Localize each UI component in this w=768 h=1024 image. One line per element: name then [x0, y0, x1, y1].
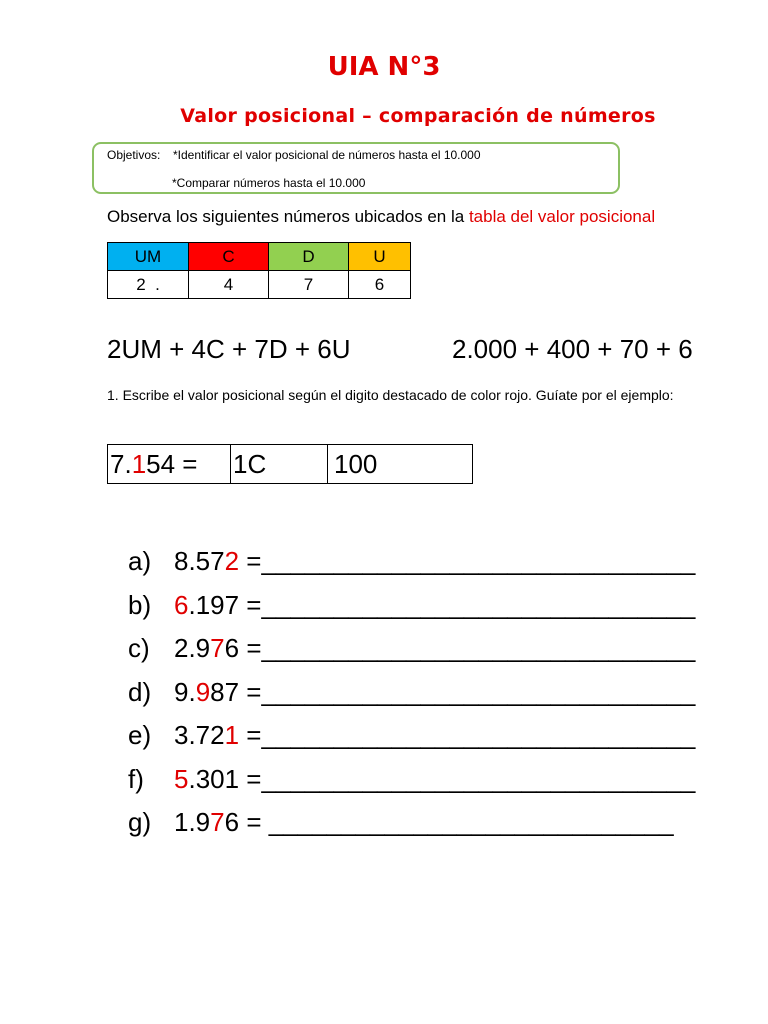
exercise-number-post: .301 [188, 763, 240, 794]
example-post: 54 = [146, 448, 198, 479]
exercise-number-post: 6 [224, 633, 240, 663]
example-value: 100 [328, 445, 473, 484]
exercise-red-digit: 2 [224, 546, 240, 576]
example-red-digit: 1 [131, 448, 147, 479]
exercise-number-post: 87 [210, 676, 240, 707]
header-d: D [269, 243, 349, 271]
example-position: 1C [231, 445, 328, 484]
observe-text: Observa los siguientes números ubicados en la [107, 207, 469, 226]
example-number [108, 445, 231, 484]
exercise-red-digit: 6 [174, 589, 189, 620]
observe-instruction [107, 207, 655, 227]
exercise-label: d) [128, 676, 152, 707]
objective-1 [107, 148, 481, 162]
exercise-row [128, 590, 695, 621]
exercise-answer-line[interactable]: = ____________________________ [239, 807, 674, 837]
objective-2: *Comparar números hasta el 10.000 [172, 176, 366, 190]
objectives-label: Objetivos: [107, 148, 161, 162]
exercise-red-digit: 7 [210, 807, 225, 837]
value-c: 4 [189, 271, 269, 299]
page-title: UIA N°3 [327, 52, 441, 82]
value-d: 7 [269, 271, 349, 299]
exercise-row [128, 720, 695, 751]
place-value-table [107, 242, 411, 299]
exercise-answer-line[interactable]: =______________________________ [239, 763, 696, 794]
example-pre: 7. [110, 448, 132, 479]
exercise-number-pre: 8.57 [174, 546, 225, 576]
exercise-label: a) [128, 546, 152, 576]
exercise-row [128, 546, 695, 577]
exercise-number-pre: 1.9 [174, 807, 211, 837]
observe-highlight: tabla del valor posicional [468, 207, 656, 226]
exercise-answer-line[interactable]: =______________________________ [239, 633, 696, 663]
exercise-label: f) [128, 763, 144, 794]
expansion-units: 2UM + 4C + 7D + 6U [107, 334, 351, 364]
exercise-row [128, 633, 695, 664]
exercise-label: c) [128, 633, 150, 663]
exercise-label: b) [128, 589, 152, 620]
objective-1-text: *Identificar el valor posicional de números hasta el 10.000 [173, 148, 481, 162]
exercise-red-digit: 7 [210, 633, 225, 663]
exercise-number-post: .197 [188, 589, 240, 620]
exercise-answer-line[interactable]: =______________________________ [239, 589, 696, 620]
value-u: 6 [349, 271, 411, 299]
value-um: 2 . [108, 271, 189, 299]
exercise-instruction: 1. Escribe el valor posicional según el digito destacado de color rojo. Guíate por el ejemplo: [107, 387, 674, 403]
exercise-row [128, 677, 695, 708]
header-u: U [349, 243, 411, 271]
exercise-answer-line[interactable]: =______________________________ [239, 676, 696, 707]
exercise-red-digit: 5 [174, 763, 189, 794]
exercise-answer-line[interactable]: =______________________________ [239, 546, 696, 576]
exercise-number-pre: 2.9 [174, 633, 211, 663]
exercise-red-digit: 1 [224, 720, 240, 750]
expansion-numbers: 2.000 + 400 + 70 + 6 [452, 334, 693, 364]
exercise-answer-line[interactable]: =______________________________ [239, 720, 696, 750]
exercise-red-digit: 9 [195, 676, 211, 707]
exercise-number-pre: 3.72 [174, 720, 225, 750]
page-subtitle: Valor posicional – comparación de números [180, 105, 656, 127]
exercise-number-post: 6 [224, 807, 240, 837]
header-um: UM [108, 243, 189, 271]
exercise-number-pre: 9. [174, 676, 196, 707]
exercise-row [128, 807, 674, 838]
exercise-label: e) [128, 720, 152, 750]
header-c: C [189, 243, 269, 271]
example-table [107, 444, 473, 484]
exercise-row [128, 764, 695, 795]
exercise-label: g) [128, 807, 152, 837]
